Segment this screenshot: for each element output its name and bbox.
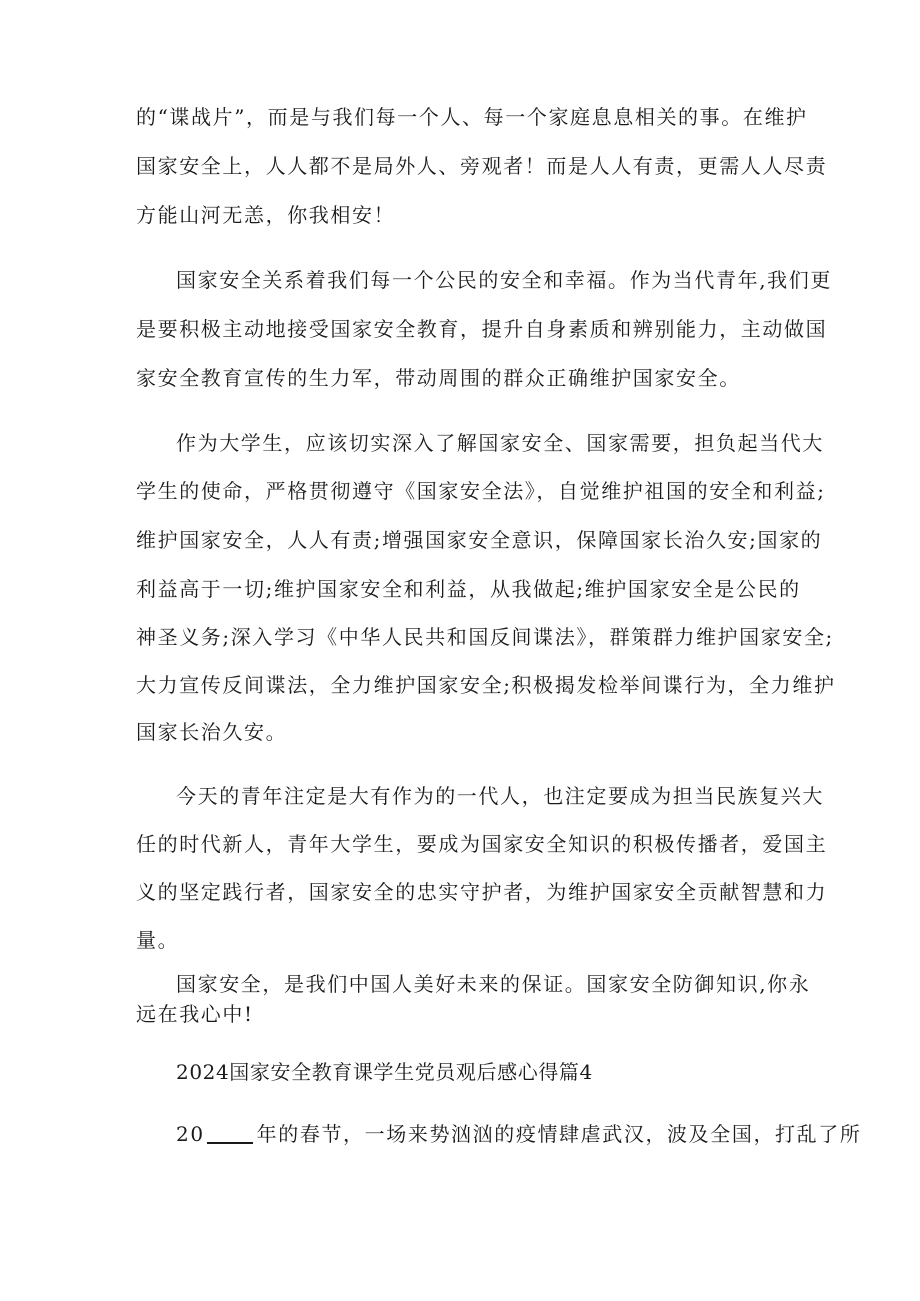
paragraph-line: 是要积极主动地接受国家安全教育，提升自身素质和辨别能力，主动做国	[136, 317, 828, 341]
paragraph-line: 义的坚定践行者，国家安全的忠实守护者，为维护国家安全贡献智慧和力	[136, 880, 828, 904]
paragraph-line: 国家安全，是我们中国人美好未来的保证。国家安全防御知识,你永	[176, 972, 811, 996]
paragraph-line: 量。	[136, 928, 180, 952]
paragraph-line: 家安全教育宣传的生力军，带动周围的群众正确维护国家安全。	[136, 366, 741, 390]
paragraph-line: 国家长治久安。	[136, 720, 288, 744]
year-prefix: 20	[176, 1122, 205, 1146]
paragraph-line: 学生的使命，严格贯彻遵守《国家安全法》，自觉维护祖国的安全和利益;	[136, 479, 826, 503]
section-heading: 2024国家安全教育课学生党员观后感心得篇4	[176, 1060, 593, 1084]
paragraph-line: 维护国家安全，人人有责;增强国家安全意识，保障国家长治久安;国家的	[136, 528, 823, 552]
paragraph-line: 任的时代新人，青年大学生，要成为国家安全知识的积极传播者，爱国主	[136, 832, 828, 856]
paragraph-line: 大力宣传反间谍法，全力维护国家安全;积极揭发检举间谍行为，全力维护	[136, 673, 836, 697]
paragraph-line	[176, 1120, 861, 1148]
paragraph-line: 利益高于一切;维护国家安全和利益，从我做起;维护国家安全是公民的	[136, 577, 801, 601]
paragraph-line: 国家安全关系着我们每一个公民的安全和幸福。作为当代青年,我们更	[176, 268, 832, 292]
paragraph-line: 远在我心中!	[136, 1002, 254, 1026]
paragraph-line: 方能山河无恙，你我相安！	[136, 203, 396, 227]
paragraph-line: 神圣义务;深入学习《中华人民共和国反间谍法》，群策群力维护国家安全;	[136, 625, 834, 649]
paragraph-line: 的“谍战片”，而是与我们每一个人、每一个家庭息息相关的事。在维护	[136, 105, 808, 129]
paragraph-line: 国家安全上，人人都不是局外人、旁观者！而是人人有责，更需人人尽责	[136, 154, 828, 178]
year-blank-underline	[207, 1142, 253, 1144]
paragraph-line: 作为大学生，应该切实深入了解国家安全、国家需要，担负起当代大	[176, 431, 824, 455]
paragraph-line-text: 年的春节，一场来势汹汹的疫情肆虐武汉，波及全国，打乱了所	[256, 1122, 862, 1146]
paragraph-line: 今天的青年注定是大有作为的一代人，也注定要成为担当民族复兴大	[176, 784, 824, 808]
